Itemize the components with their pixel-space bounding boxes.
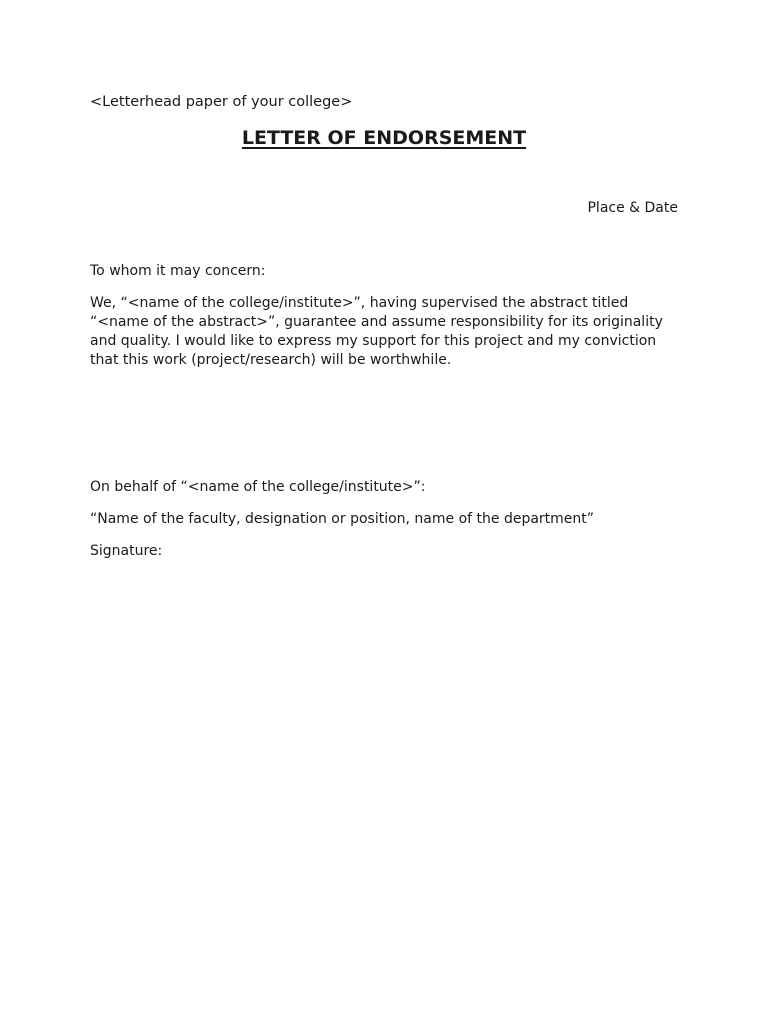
place-date: Place & Date	[587, 200, 678, 216]
letter-title-text: LETTER OF ENDORSEMENT	[241, 127, 527, 149]
body-line: “<name of the abstract>”, guarantee and assume responsibility for its originality	[90, 314, 663, 330]
body-line: We, “<name of the college/institute>”, having supervised the abstract titled	[90, 295, 629, 311]
salutation: To whom it may concern:	[90, 263, 266, 279]
faculty-line: “Name of the faculty, designation or position, name of the department”	[90, 511, 595, 527]
signature-label: Signature:	[90, 543, 163, 559]
body-line: that this work (project/research) will be worthwhile.	[90, 352, 452, 368]
letterhead-placeholder: <Letterhead paper of your college>	[90, 94, 353, 110]
body-line: and quality. I would like to express my support for this project and my conviction	[90, 333, 657, 349]
on-behalf-line: On behalf of “<name of the college/institute>”:	[90, 479, 426, 495]
body-paragraph	[90, 294, 690, 370]
letter-title	[0, 126, 768, 150]
